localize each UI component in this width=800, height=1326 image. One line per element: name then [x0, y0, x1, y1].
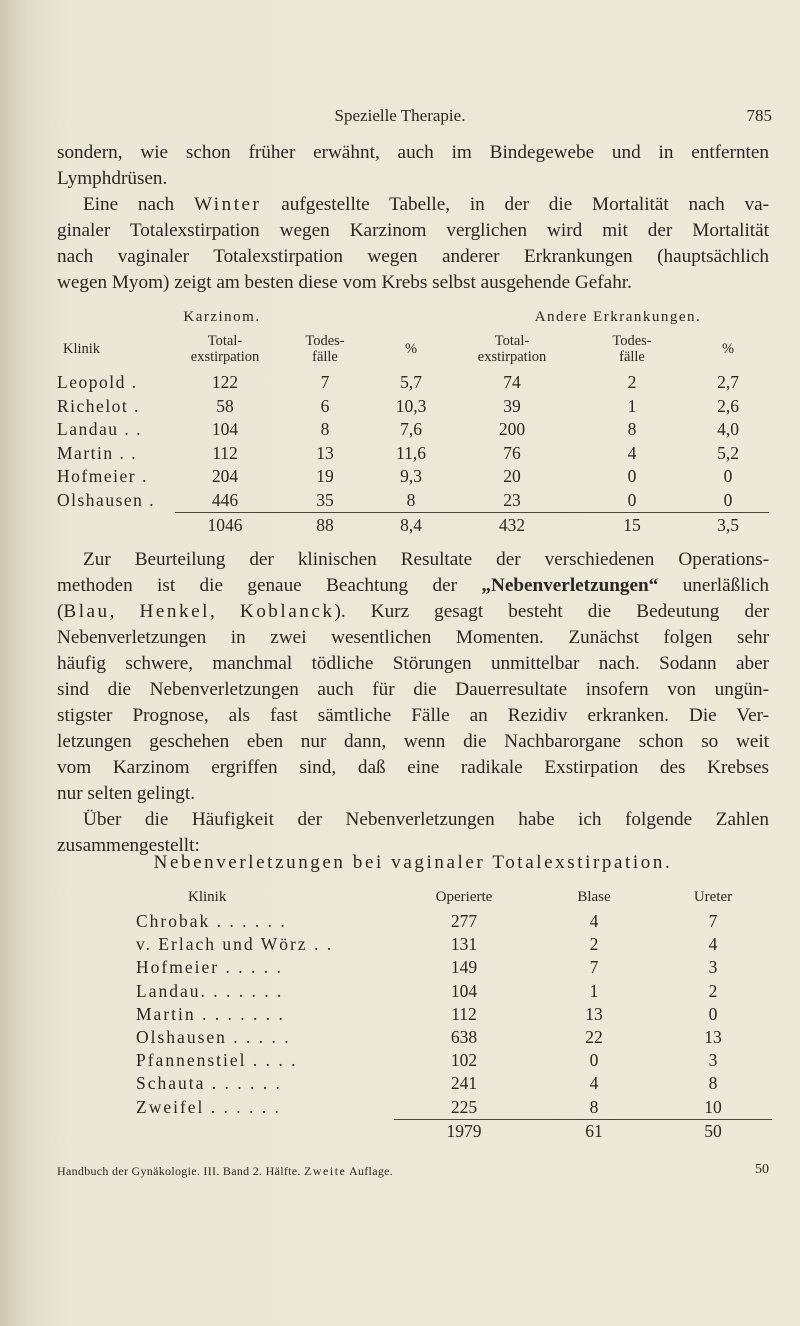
text-line: sondern, wie schon früher erwähnt, auch im Bindegewebe und in entfernten [57, 142, 769, 163]
cell: 200 [498, 419, 526, 440]
leader-dots: . [136, 466, 148, 487]
table-column-header [57, 327, 769, 371]
author-name: Winter [193, 194, 262, 215]
cell: 4 [589, 1073, 599, 1094]
cell: 8 [627, 419, 637, 440]
cell: 3 [708, 957, 718, 978]
cell: 9,3 [400, 466, 422, 487]
group-andere: Andere Erkrankungen. [534, 308, 702, 325]
col-todes [577, 327, 687, 371]
table-row [136, 910, 772, 933]
cell: 0 [627, 489, 637, 510]
cell: 122 [211, 372, 239, 393]
row-klinik [57, 465, 175, 489]
col-total-l2: exstirpation [477, 349, 547, 365]
col-total-l1: Total- [494, 333, 530, 349]
row-klinik [136, 910, 394, 933]
text-fragment: , [209, 601, 240, 622]
col-todes-l1: Todes- [612, 333, 652, 349]
sum-cell: 1046 [175, 513, 275, 538]
cell: 0 [589, 1050, 599, 1071]
cell: 4 [627, 442, 637, 463]
cell: 22 [585, 1027, 603, 1048]
klinik-name: Pfannenstiel [136, 1050, 247, 1071]
cell: 638 [450, 1027, 478, 1048]
col-ureter: Ureter [693, 889, 733, 905]
injury-table [136, 885, 772, 1144]
cell: 8 [320, 419, 330, 440]
text-line [57, 192, 769, 218]
text-fragment: ). Kurz gesagt besteht die Bedeutung der [334, 601, 769, 622]
leader-dots: . . [118, 419, 142, 440]
text-line: sind die Nebenverletzungen auch für die Dauerresultate insofern von ungün- [57, 679, 769, 700]
leader-dots: . [143, 490, 156, 510]
text-fragment: Handbuch der Gynäkologie. III. Band 2. Hälfte. [57, 1164, 305, 1178]
paragraph-nebenverletzungen [57, 547, 769, 859]
table-row [57, 395, 769, 419]
cell: 131 [450, 934, 478, 955]
col-todes-l1: Todes- [305, 333, 345, 349]
cell: 7 [589, 957, 599, 978]
text-line: letzungen geschehen eben nur dann, wenn die Nachbarorgane schon so weit [57, 731, 769, 752]
row-klinik [136, 933, 394, 956]
col-pct: % [404, 341, 418, 357]
col-klinik: Klinik [188, 889, 227, 905]
cell: 0 [723, 466, 733, 487]
cell: 19 [316, 466, 334, 487]
table-row [136, 1003, 772, 1026]
leader-dots: . . . . [246, 1050, 298, 1071]
row-klinik [136, 980, 394, 1003]
cell: 10 [704, 1096, 722, 1117]
table-row [136, 956, 772, 979]
table-row [136, 1072, 772, 1095]
cell: 241 [450, 1073, 478, 1094]
sum-cell: 432 [447, 513, 577, 538]
text-line [57, 573, 769, 599]
leader-dots: . . [113, 442, 138, 463]
text-line: Nebenverletzungen in zwei wesentlichen Momenten. Zunächst folgen sehr [57, 627, 769, 648]
signature-mark: 50 [755, 1162, 769, 1177]
cell: 4 [708, 934, 718, 955]
klinik-name: Leopold [57, 372, 126, 393]
leader-dots: . . [307, 934, 334, 955]
text-fragment: ( [57, 601, 64, 622]
klinik-name: Chrobak [136, 911, 211, 932]
leader-dots: . . . . . . [204, 1096, 281, 1117]
sum-cell: 1979 [394, 1119, 534, 1144]
empty-cell [136, 1119, 394, 1144]
col-total-l2: exstirpation [190, 349, 260, 365]
table-sum-row [57, 513, 769, 538]
text-line: nach vaginaler Totalexstirpation wegen anderer Erkrankungen (hauptsächlich [57, 246, 769, 267]
col-total-l1: Total- [207, 333, 243, 349]
table-row [57, 371, 769, 395]
klinik-name: Martin [57, 442, 114, 463]
leader-dots: . . . . . . [210, 911, 287, 932]
cell: 0 [723, 489, 733, 510]
cell: 2,7 [717, 372, 739, 393]
table-sum-row [136, 1119, 772, 1144]
text-line [57, 599, 769, 625]
running-header [0, 106, 800, 130]
paragraph-intro [57, 140, 769, 296]
sum-cell: 15 [577, 513, 687, 538]
cell: 39 [503, 395, 521, 416]
row-klinik [136, 1049, 394, 1072]
sum-cell: 50 [654, 1119, 772, 1144]
leader-dots: . . . . . . . [200, 980, 284, 1001]
table-row [57, 442, 769, 466]
table-row [136, 1049, 772, 1072]
author-name: Koblanck [239, 601, 335, 622]
author-name: Henkel [139, 601, 210, 622]
leader-dots: . [125, 372, 138, 393]
row-klinik [57, 395, 175, 419]
col-blase: Blase [577, 889, 611, 905]
mortality-table [57, 307, 769, 537]
cell: 104 [211, 419, 239, 440]
col-operierte: Operierte [435, 889, 493, 905]
cell: 11,6 [396, 442, 426, 463]
cell: 6 [320, 395, 330, 416]
cell: 5,7 [400, 372, 422, 393]
sum-cell: 8,4 [375, 513, 447, 538]
col-todes-l2: fälle [312, 349, 338, 365]
sum-cell: 88 [275, 513, 375, 538]
cell: 112 [451, 1003, 477, 1024]
cell: 13 [585, 1003, 603, 1024]
cell: 1 [627, 395, 637, 416]
cell: 104 [450, 980, 478, 1001]
cell: 7,6 [400, 419, 422, 440]
klinik-name: Hofmeier [57, 466, 137, 487]
text-line: häufig schwere, manchmal tödliche Störungen unmittelbar nach. Sodann aber [57, 653, 769, 674]
text-fragment: Eine nach [83, 194, 194, 215]
text-line: wegen Myom) zeigt am besten diese vom Krebs selbst ausgehende Gefahr. [57, 272, 632, 293]
row-klinik [57, 442, 175, 466]
table-row [57, 465, 769, 489]
text-fragment: , [109, 601, 140, 622]
row-klinik [136, 956, 394, 979]
cell: 2,6 [717, 395, 739, 416]
row-klinik [136, 1096, 394, 1120]
text-line: Lymphdrüsen. [57, 168, 168, 189]
row-klinik [57, 371, 175, 395]
header-title: Spezielle Therapie. [334, 106, 466, 125]
text-fragment: aufgestellte Tabelle, in der die Mortalität nach va- [261, 194, 769, 215]
cell: 23 [503, 489, 521, 510]
text-fragment: Auflage. [346, 1164, 394, 1178]
cell: 446 [211, 489, 239, 510]
author-name: Blau [63, 601, 110, 622]
text-fragment: Zweite [304, 1164, 347, 1178]
cell: 8 [589, 1096, 599, 1117]
klinik-name: Schauta [136, 1073, 206, 1094]
footer-imprint [57, 1164, 393, 1179]
cell: 149 [450, 957, 478, 978]
text-line: vom Karzinom ergriffen sind, daß eine radikale Exstirpation des Krebses [57, 757, 769, 778]
text-fragment: unerläßlich [658, 575, 769, 596]
cell: 8 [406, 489, 416, 510]
row-klinik [57, 489, 175, 513]
cell: 20 [503, 466, 521, 487]
cell: 2 [589, 934, 599, 955]
col-total [175, 327, 275, 371]
col-todes-l2: fälle [619, 349, 645, 365]
table-row [136, 1096, 772, 1120]
cell: 4 [589, 911, 599, 932]
col-pct: % [721, 341, 735, 357]
text-line: Zur Beurteilung der klinischen Resultate der verschiedenen Operations- [83, 549, 769, 570]
row-klinik [136, 1003, 394, 1026]
table-row [136, 933, 772, 956]
cell: 112 [212, 442, 238, 463]
klinik-name: Landau [57, 419, 119, 440]
klinik-name: Olshausen [57, 490, 144, 510]
sum-cell: 3,5 [687, 513, 769, 538]
leader-dots: . . . . . [226, 1027, 291, 1048]
table-row [136, 980, 772, 1003]
empty-cell [57, 513, 175, 538]
table-group-header [57, 307, 769, 327]
cell: 13 [704, 1027, 722, 1048]
klinik-name: Martin [136, 1003, 196, 1024]
row-klinik [136, 1072, 394, 1095]
table-row [57, 489, 769, 513]
table-row [57, 418, 769, 442]
cell: 7 [708, 911, 718, 932]
cell: 76 [503, 442, 521, 463]
table-column-header [136, 885, 772, 910]
cell: 2 [627, 372, 637, 393]
klinik-name: Olshausen [136, 1027, 227, 1048]
cell: 74 [503, 372, 521, 393]
klinik-name: Hofmeier [136, 957, 220, 978]
leader-dots: . [128, 395, 141, 416]
klinik-name: Landau [136, 980, 201, 1001]
table-row [136, 1026, 772, 1049]
col-klinik: Klinik [63, 341, 101, 357]
cell: 0 [708, 1003, 718, 1024]
cell: 5,2 [717, 442, 739, 463]
cell: 225 [450, 1096, 478, 1117]
cell: 7 [320, 372, 330, 393]
cell: 0 [627, 466, 637, 487]
cell: 277 [450, 911, 478, 932]
table2-title: Nebenverletzungen bei vaginaler Totalexstirpation. [153, 852, 673, 873]
group-karzinom: Karzinom. [183, 308, 261, 325]
text-line: Über die Häufigkeit der Nebenverletzungen habe ich folgende Zahlen [83, 809, 769, 830]
emphasis: „Nebenverletzungen“ [481, 575, 659, 596]
cell: 58 [216, 395, 234, 416]
cell: 35 [316, 489, 334, 510]
row-klinik [57, 418, 175, 442]
cell: 8 [708, 1073, 718, 1094]
cell: 10,3 [395, 395, 427, 416]
text-line: stigster Prognose, als fast sämtliche Fälle an Rezidiv erkranken. Die Ver- [57, 705, 769, 726]
leader-dots: . . . . . [219, 957, 283, 978]
cell: 13 [316, 442, 334, 463]
sum-cell: 61 [534, 1119, 654, 1144]
text-fragment: methoden ist die genaue Beachtung der [57, 575, 482, 596]
cell: 2 [708, 980, 718, 1001]
leader-dots: . . . . . . . [195, 1003, 285, 1024]
cell: 204 [211, 466, 239, 487]
cell: 4,0 [717, 419, 739, 440]
page-number: 785 [746, 106, 772, 125]
cell: 3 [708, 1050, 718, 1071]
cell: 1 [589, 980, 599, 1001]
leader-dots: . . . . . . [205, 1073, 282, 1094]
klinik-name: v. Erlach und Wörz [136, 934, 308, 955]
klinik-name: Richelot [57, 395, 129, 416]
col-total [447, 327, 577, 371]
text-line: zusammengestellt: [57, 835, 200, 856]
klinik-name: Zweifel [136, 1096, 205, 1117]
text-line: nur selten gelingt. [57, 783, 196, 804]
col-todes [275, 327, 375, 371]
text-line: ginaler Totalexstirpation wegen Karzinom verglichen wird mit der Mortalität [57, 220, 769, 241]
row-klinik [136, 1026, 394, 1049]
cell: 102 [450, 1050, 478, 1071]
